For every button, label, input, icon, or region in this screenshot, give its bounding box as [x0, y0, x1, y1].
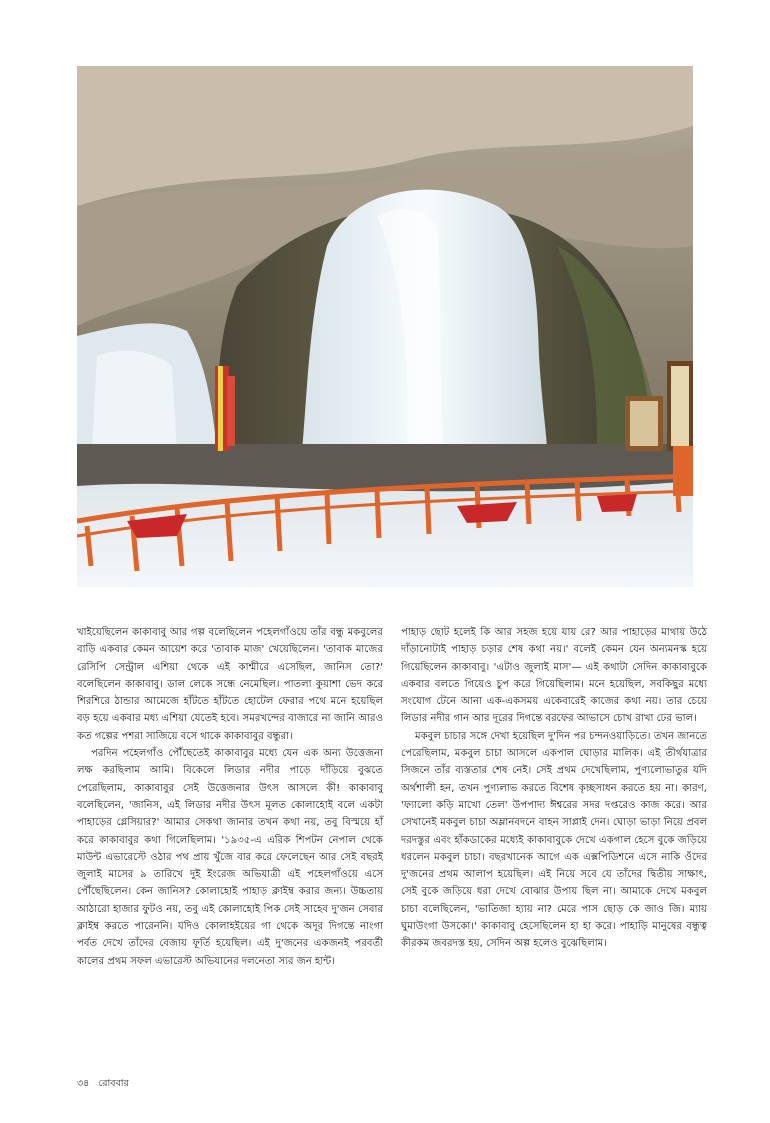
ice-lingam-cave-photo: [77, 66, 693, 587]
left-paragraph-2: পরদিন পহেলগাঁও পৌঁছেতেই কাকাবাবুর মধ্যে যেন এক অন্য উত্তেজনা লক্ষ করছিলাম আমি। বিকেলে লিডার নদীর পাড়ে দাঁড়িয়ে বুঝতে পেরেছিলাম, কাকাবাবুর সেই উত্তেজনার উৎস আসলে কী! কাকাবাবু বলেছিলেন, 'জানিস, এই লিডার নদীর উৎস মূলত কোলাহোই বলে একটা পাহাড়ের গ্লেসিয়ার?' আমার সেকথা জানার তখন কথা নয়, তবু বিস্ময়ে হাঁ করে কাকাবাবুর কথা গিলেছিলাম। '১৯৩৫-এ এরিক শিপটন নেপাল থেকে মাউন্ট এভারেস্টে ওঠার পথ প্রায় খুঁজে বার করে ফেলেছেন আর সেই বছরই জুলাই মাসের ৯ তারিখে দুই ইংরেজ অভিযাত্রী এই পহেলগাঁওয়ে এসে পৌঁছেছিলেন। কেন জানিস? কোলাহোই পাহাড় ক্লাইম্ব করার জন্য। উচ্চতায় আঠারো হাজার ফুটও নয়, তবু এই কোলাহোই পিক সেই সাহেব দু'জন সেবার ক্লাইম্ব করতে পারেননি। যদিও কোলাহইয়ের গা থেকে অদূর দিগন্তে নাংগা পর্বত দেখে তাঁদের বেজায় ফূর্তি হয়েছিল। এই দু'জনের একজনই পরবর্তী কালের প্রথম সফল এভারেস্ট অভিযানের দলনেতা স্যর জন হান্ট।: [77, 748, 383, 967]
page-number: ৩৪: [77, 1078, 90, 1089]
page-footer: [77, 1077, 135, 1092]
right-text-column: [401, 624, 707, 953]
left-paragraph-1: খাইয়েছিলেন কাকাবাবু আর গল্প বলেছিলেন পহেলগাঁওয়ে তাঁর বন্ধু মকবুলের বাড়ি একবার কেমন আয়েশ করে 'তাবাক মাজ' খেয়েছিলেন। 'তাবাক মাজের রেসিপি সেন্ট্রাল এশিয়া থেকে এই কাশ্মীরে এসেছিল, জানিস তো?' বলেছিলেন কাকাবাবু। ডাল লেকে সন্ধে নেমেছিল। পাতলা কুয়াশা ভেদ করে শিরশিরে ঠান্ডার আমেজে হাঁটতে হাঁটতে হোটেল ফেরার পথে মনে হয়েছিল বড় হয়ে একবার মধ্য এশিয়া যেতেই হবে। সমরখন্দের বাজারে না জানি আরও কত গল্পের পশরা সাজিয়ে বসে থাকে কাকাবাবুর বন্ধুরা।: [77, 627, 383, 742]
left-text-column: [77, 624, 383, 970]
right-paragraph-2: মকবুল চাচার সঙ্গে দেখা হয়েছিল দু'দিন পর চন্দনওয়াড়িতে। তখন জানতে পেরেছিলাম, মকবুল চাচা আসলে একপাল ঘোড়ার মালিক। এই তীর্থযাত্রার সিজনে তাঁর ব্যস্ততার শেষ নেই। সেই প্রথম দেখেছিলাম, পুণ্যলোভাতুর যদি অর্থশালী হন, তখন পুণ্যলাভ করতে বিশেষ কৃচ্ছসাধন করতে হয় না। কারণ, 'ফ্যালো কড়ি মাখো তেল' উপপাদ্য ঈশ্বরের সদর দপ্তরেও কাজ করে। আর সেখানেই মকবুল চাচা অম্লানবদনে বাহন সাপ্লাই দেন। ঘোড়া ভাড়া নিয়ে প্রবল দরদস্তুর এবং হাঁকডাকের মধ্যেই কাকাবাবুকে দেখে একগাল হেসে বুকে জড়িয়ে ধরলেন মকবুল চাচা। বছরখানেক আগে এক এক্সপিডিশনে এসে নাকি ওঁদের দু'জনের প্রথম আলাপ হয়েছিল। এই নিয়ে সবে যে তাঁদের দ্বিতীয় সাক্ষাৎ, সেই বুকে জড়িয়ে ধরা দেখে বোঝার উপায় ছিল না। আমাকে দেখে মকবুল চাচা বলেছিলেন, 'ভাতিজা হ্যায় না? মেরে পাস ছোড় কে জাও জি। ম্যায় ঘুমাউংগা উসকো।' কাকাবাবু হেসেছিলেন হা হা করে। পাহাড়ি মানুষের বন্ধুত্ব কীরকম জবরদস্ত হয়, সেদিন অল্প হলেও বুঝেছিলাম।: [401, 730, 707, 950]
right-paragraph-1: পাহাড় ছোট হলেই কি আর সহজ হয়ে যায় রে? আর পাহাড়ের মাথায় উঠে দাঁড়ানোটাই পাহাড় চড়ার শেষ কথা নয়।' বলেই কেমন যেন অন্যমনস্ক হয়ে গিয়েছিলেন কাকাবাবু। 'এটাও জুলাই মাস'— এই কথাটা সেদিন কাকাবাবুকে একবার বলতে গিয়েও চুপ করে গিয়েছিলাম। মনে হয়েছিল, সবকিছুর মধ্যে সংযোগ টেনে আনা এক-একসময় একেবারেই কাজের কথা নয়। তার চেয়ে লিডার নদীর গান আর দূরের দিগন্তে বরফের আভাসে চোখ রাখা ঢের ভাল।: [401, 627, 707, 725]
garland-decoration: [215, 366, 235, 451]
cave-photo-illustration: [77, 66, 693, 587]
magazine-name: রোববার: [98, 1078, 129, 1089]
